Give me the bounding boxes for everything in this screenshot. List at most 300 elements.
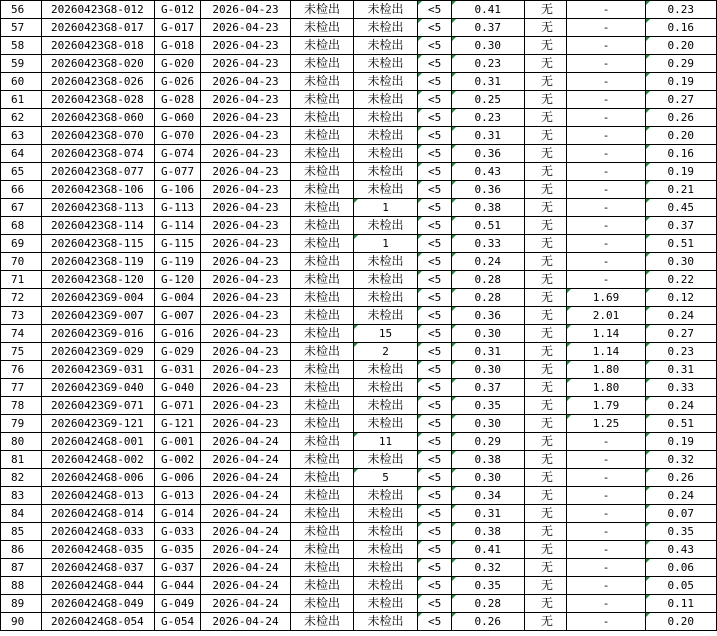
value-g-cell[interactable]: 0.27 <box>646 325 717 343</box>
result-e-cell[interactable]: 无 <box>525 1 567 19</box>
limit-cell[interactable]: <5 <box>418 451 452 469</box>
value-f-cell[interactable]: - <box>567 127 646 145</box>
value-d-cell[interactable]: 0.30 <box>452 325 525 343</box>
result-e-cell[interactable]: 无 <box>525 433 567 451</box>
limit-cell[interactable]: <5 <box>418 613 452 631</box>
row-number-cell[interactable]: 81 <box>1 451 42 469</box>
row-number-cell[interactable]: 85 <box>1 523 42 541</box>
result-b-cell[interactable]: 未检出 <box>354 541 418 559</box>
result-e-cell[interactable]: 无 <box>525 595 567 613</box>
date-cell[interactable]: 2026-04-23 <box>201 307 291 325</box>
value-d-cell[interactable]: 0.38 <box>452 199 525 217</box>
limit-cell[interactable]: <5 <box>418 541 452 559</box>
result-a-cell[interactable]: 未检出 <box>291 163 354 181</box>
result-e-cell[interactable]: 无 <box>525 559 567 577</box>
row-number-cell[interactable]: 56 <box>1 1 42 19</box>
value-d-cell[interactable]: 0.38 <box>452 523 525 541</box>
g-code-cell[interactable]: G-029 <box>155 343 201 361</box>
g-code-cell[interactable]: G-033 <box>155 523 201 541</box>
result-b-cell[interactable]: 未检出 <box>354 181 418 199</box>
result-e-cell[interactable]: 无 <box>525 91 567 109</box>
value-g-cell[interactable]: 0.37 <box>646 217 717 235</box>
g-code-cell[interactable]: G-074 <box>155 145 201 163</box>
sample-code-cell[interactable]: 20260423G8-115 <box>42 235 155 253</box>
limit-cell[interactable]: <5 <box>418 19 452 37</box>
result-a-cell[interactable]: 未检出 <box>291 415 354 433</box>
result-a-cell[interactable]: 未检出 <box>291 127 354 145</box>
result-e-cell[interactable]: 无 <box>525 127 567 145</box>
g-code-cell[interactable]: G-012 <box>155 1 201 19</box>
limit-cell[interactable]: <5 <box>418 217 452 235</box>
value-g-cell[interactable]: 0.11 <box>646 595 717 613</box>
value-f-cell[interactable]: - <box>567 55 646 73</box>
date-cell[interactable]: 2026-04-23 <box>201 181 291 199</box>
value-g-cell[interactable]: 0.19 <box>646 163 717 181</box>
limit-cell[interactable]: <5 <box>418 109 452 127</box>
sample-code-cell[interactable]: 20260423G8-026 <box>42 73 155 91</box>
value-g-cell[interactable]: 0.33 <box>646 379 717 397</box>
result-e-cell[interactable]: 无 <box>525 253 567 271</box>
date-cell[interactable]: 2026-04-24 <box>201 613 291 631</box>
limit-cell[interactable]: <5 <box>418 415 452 433</box>
date-cell[interactable]: 2026-04-23 <box>201 289 291 307</box>
value-g-cell[interactable]: 0.32 <box>646 451 717 469</box>
row-number-cell[interactable]: 57 <box>1 19 42 37</box>
value-f-cell[interactable]: - <box>567 577 646 595</box>
date-cell[interactable]: 2026-04-23 <box>201 199 291 217</box>
limit-cell[interactable]: <5 <box>418 307 452 325</box>
result-e-cell[interactable]: 无 <box>525 451 567 469</box>
limit-cell[interactable]: <5 <box>418 379 452 397</box>
value-d-cell[interactable]: 0.28 <box>452 271 525 289</box>
date-cell[interactable]: 2026-04-23 <box>201 73 291 91</box>
value-f-cell[interactable]: 1.25 <box>567 415 646 433</box>
date-cell[interactable]: 2026-04-24 <box>201 505 291 523</box>
sample-code-cell[interactable]: 20260424G8-044 <box>42 577 155 595</box>
limit-cell[interactable]: <5 <box>418 361 452 379</box>
g-code-cell[interactable]: G-020 <box>155 55 201 73</box>
sample-code-cell[interactable]: 20260423G8-017 <box>42 19 155 37</box>
value-d-cell[interactable]: 0.31 <box>452 127 525 145</box>
row-number-cell[interactable]: 65 <box>1 163 42 181</box>
result-e-cell[interactable]: 无 <box>525 199 567 217</box>
row-number-cell[interactable]: 58 <box>1 37 42 55</box>
result-b-cell[interactable]: 未检出 <box>354 289 418 307</box>
value-d-cell[interactable]: 0.26 <box>452 613 525 631</box>
value-f-cell[interactable]: - <box>567 271 646 289</box>
g-code-cell[interactable]: G-004 <box>155 289 201 307</box>
limit-cell[interactable]: <5 <box>418 325 452 343</box>
value-g-cell[interactable]: 0.07 <box>646 505 717 523</box>
sample-code-cell[interactable]: 20260423G8-106 <box>42 181 155 199</box>
sample-code-cell[interactable]: 20260423G9-007 <box>42 307 155 325</box>
result-b-cell[interactable]: 未检出 <box>354 253 418 271</box>
date-cell[interactable]: 2026-04-23 <box>201 271 291 289</box>
date-cell[interactable]: 2026-04-24 <box>201 451 291 469</box>
value-g-cell[interactable]: 0.23 <box>646 1 717 19</box>
value-d-cell[interactable]: 0.30 <box>452 415 525 433</box>
result-a-cell[interactable]: 未检出 <box>291 37 354 55</box>
g-code-cell[interactable]: G-054 <box>155 613 201 631</box>
limit-cell[interactable]: <5 <box>418 235 452 253</box>
sample-code-cell[interactable]: 20260424G8-013 <box>42 487 155 505</box>
value-g-cell[interactable]: 0.27 <box>646 91 717 109</box>
result-e-cell[interactable]: 无 <box>525 325 567 343</box>
date-cell[interactable]: 2026-04-24 <box>201 523 291 541</box>
date-cell[interactable]: 2026-04-23 <box>201 109 291 127</box>
limit-cell[interactable]: <5 <box>418 1 452 19</box>
date-cell[interactable]: 2026-04-24 <box>201 541 291 559</box>
result-b-cell[interactable]: 未检出 <box>354 397 418 415</box>
value-d-cell[interactable]: 0.29 <box>452 433 525 451</box>
g-code-cell[interactable]: G-121 <box>155 415 201 433</box>
date-cell[interactable]: 2026-04-23 <box>201 361 291 379</box>
row-number-cell[interactable]: 76 <box>1 361 42 379</box>
result-e-cell[interactable]: 无 <box>525 307 567 325</box>
limit-cell[interactable]: <5 <box>418 181 452 199</box>
sample-code-cell[interactable]: 20260423G8-020 <box>42 55 155 73</box>
value-f-cell[interactable]: - <box>567 109 646 127</box>
row-number-cell[interactable]: 72 <box>1 289 42 307</box>
value-g-cell[interactable]: 0.06 <box>646 559 717 577</box>
result-b-cell[interactable]: 未检出 <box>354 109 418 127</box>
limit-cell[interactable]: <5 <box>418 163 452 181</box>
result-b-cell[interactable]: 未检出 <box>354 91 418 109</box>
value-d-cell[interactable]: 0.37 <box>452 19 525 37</box>
result-e-cell[interactable]: 无 <box>525 343 567 361</box>
result-b-cell[interactable]: 未检出 <box>354 577 418 595</box>
value-f-cell[interactable]: - <box>567 253 646 271</box>
sample-code-cell[interactable]: 20260423G9-031 <box>42 361 155 379</box>
value-g-cell[interactable]: 0.20 <box>646 127 717 145</box>
row-number-cell[interactable]: 79 <box>1 415 42 433</box>
value-d-cell[interactable]: 0.41 <box>452 541 525 559</box>
sample-code-cell[interactable]: 20260423G8-012 <box>42 1 155 19</box>
g-code-cell[interactable]: G-071 <box>155 397 201 415</box>
value-d-cell[interactable]: 0.25 <box>452 91 525 109</box>
date-cell[interactable]: 2026-04-24 <box>201 595 291 613</box>
value-g-cell[interactable]: 0.16 <box>646 19 717 37</box>
g-code-cell[interactable]: G-006 <box>155 469 201 487</box>
g-code-cell[interactable]: G-070 <box>155 127 201 145</box>
g-code-cell[interactable]: G-040 <box>155 379 201 397</box>
result-b-cell[interactable]: 未检出 <box>354 55 418 73</box>
result-a-cell[interactable]: 未检出 <box>291 487 354 505</box>
date-cell[interactable]: 2026-04-23 <box>201 127 291 145</box>
value-g-cell[interactable]: 0.20 <box>646 37 717 55</box>
date-cell[interactable]: 2026-04-23 <box>201 55 291 73</box>
g-code-cell[interactable]: G-001 <box>155 433 201 451</box>
result-b-cell[interactable]: 未检出 <box>354 127 418 145</box>
value-d-cell[interactable]: 0.23 <box>452 109 525 127</box>
date-cell[interactable]: 2026-04-24 <box>201 487 291 505</box>
g-code-cell[interactable]: G-077 <box>155 163 201 181</box>
value-f-cell[interactable]: 1.14 <box>567 343 646 361</box>
g-code-cell[interactable]: G-119 <box>155 253 201 271</box>
result-a-cell[interactable]: 未检出 <box>291 613 354 631</box>
row-number-cell[interactable]: 83 <box>1 487 42 505</box>
value-f-cell[interactable]: 1.69 <box>567 289 646 307</box>
value-d-cell[interactable]: 0.51 <box>452 217 525 235</box>
value-f-cell[interactable]: - <box>567 433 646 451</box>
g-code-cell[interactable]: G-002 <box>155 451 201 469</box>
g-code-cell[interactable]: G-007 <box>155 307 201 325</box>
value-f-cell[interactable]: - <box>567 235 646 253</box>
result-b-cell[interactable]: 未检出 <box>354 379 418 397</box>
result-a-cell[interactable]: 未检出 <box>291 361 354 379</box>
sample-code-cell[interactable]: 20260424G8-037 <box>42 559 155 577</box>
result-e-cell[interactable]: 无 <box>525 163 567 181</box>
result-b-cell[interactable]: 15 <box>354 325 418 343</box>
result-e-cell[interactable]: 无 <box>525 523 567 541</box>
result-b-cell[interactable]: 11 <box>354 433 418 451</box>
value-d-cell[interactable]: 0.36 <box>452 145 525 163</box>
result-b-cell[interactable]: 1 <box>354 199 418 217</box>
result-b-cell[interactable]: 未检出 <box>354 73 418 91</box>
result-e-cell[interactable]: 无 <box>525 505 567 523</box>
sample-code-cell[interactable]: 20260423G9-071 <box>42 397 155 415</box>
limit-cell[interactable]: <5 <box>418 433 452 451</box>
limit-cell[interactable]: <5 <box>418 199 452 217</box>
sample-code-cell[interactable]: 20260424G8-014 <box>42 505 155 523</box>
value-f-cell[interactable]: - <box>567 37 646 55</box>
limit-cell[interactable]: <5 <box>418 487 452 505</box>
sample-code-cell[interactable]: 20260423G9-016 <box>42 325 155 343</box>
result-b-cell[interactable]: 未检出 <box>354 595 418 613</box>
value-d-cell[interactable]: 0.35 <box>452 577 525 595</box>
row-number-cell[interactable]: 78 <box>1 397 42 415</box>
date-cell[interactable]: 2026-04-23 <box>201 91 291 109</box>
row-number-cell[interactable]: 66 <box>1 181 42 199</box>
value-g-cell[interactable]: 0.24 <box>646 397 717 415</box>
value-g-cell[interactable]: 0.23 <box>646 343 717 361</box>
value-f-cell[interactable]: - <box>567 91 646 109</box>
row-number-cell[interactable]: 90 <box>1 613 42 631</box>
limit-cell[interactable]: <5 <box>418 505 452 523</box>
result-a-cell[interactable]: 未检出 <box>291 271 354 289</box>
sample-code-cell[interactable]: 20260423G8-113 <box>42 199 155 217</box>
result-e-cell[interactable]: 无 <box>525 19 567 37</box>
result-b-cell[interactable]: 未检出 <box>354 217 418 235</box>
value-f-cell[interactable]: - <box>567 595 646 613</box>
row-number-cell[interactable]: 84 <box>1 505 42 523</box>
g-code-cell[interactable]: G-060 <box>155 109 201 127</box>
sample-code-cell[interactable]: 20260424G8-006 <box>42 469 155 487</box>
value-f-cell[interactable]: - <box>567 469 646 487</box>
result-a-cell[interactable]: 未检出 <box>291 1 354 19</box>
value-f-cell[interactable]: - <box>567 181 646 199</box>
value-d-cell[interactable]: 0.36 <box>452 181 525 199</box>
value-f-cell[interactable]: - <box>567 541 646 559</box>
sample-code-cell[interactable]: 20260424G8-002 <box>42 451 155 469</box>
result-a-cell[interactable]: 未检出 <box>291 289 354 307</box>
g-code-cell[interactable]: G-037 <box>155 559 201 577</box>
value-d-cell[interactable]: 0.31 <box>452 505 525 523</box>
g-code-cell[interactable]: G-028 <box>155 91 201 109</box>
value-g-cell[interactable]: 0.43 <box>646 541 717 559</box>
limit-cell[interactable]: <5 <box>418 253 452 271</box>
value-d-cell[interactable]: 0.28 <box>452 289 525 307</box>
date-cell[interactable]: 2026-04-23 <box>201 343 291 361</box>
row-number-cell[interactable]: 60 <box>1 73 42 91</box>
date-cell[interactable]: 2026-04-23 <box>201 1 291 19</box>
row-number-cell[interactable]: 87 <box>1 559 42 577</box>
value-g-cell[interactable]: 0.05 <box>646 577 717 595</box>
result-b-cell[interactable]: 未检出 <box>354 1 418 19</box>
date-cell[interactable]: 2026-04-23 <box>201 397 291 415</box>
value-f-cell[interactable]: 1.80 <box>567 379 646 397</box>
row-number-cell[interactable]: 64 <box>1 145 42 163</box>
result-e-cell[interactable]: 无 <box>525 145 567 163</box>
value-f-cell[interactable]: 1.80 <box>567 361 646 379</box>
sample-code-cell[interactable]: 20260423G9-121 <box>42 415 155 433</box>
value-d-cell[interactable]: 0.23 <box>452 55 525 73</box>
result-b-cell[interactable]: 未检出 <box>354 37 418 55</box>
result-b-cell[interactable]: 未检出 <box>354 451 418 469</box>
value-f-cell[interactable]: - <box>567 505 646 523</box>
sample-code-cell[interactable]: 20260424G8-001 <box>42 433 155 451</box>
value-g-cell[interactable]: 0.35 <box>646 523 717 541</box>
result-a-cell[interactable]: 未检出 <box>291 217 354 235</box>
g-code-cell[interactable]: G-031 <box>155 361 201 379</box>
limit-cell[interactable]: <5 <box>418 397 452 415</box>
value-d-cell[interactable]: 0.34 <box>452 487 525 505</box>
g-code-cell[interactable]: G-018 <box>155 37 201 55</box>
result-a-cell[interactable]: 未检出 <box>291 19 354 37</box>
g-code-cell[interactable]: G-044 <box>155 577 201 595</box>
limit-cell[interactable]: <5 <box>418 577 452 595</box>
result-e-cell[interactable]: 无 <box>525 487 567 505</box>
row-number-cell[interactable]: 88 <box>1 577 42 595</box>
result-e-cell[interactable]: 无 <box>525 289 567 307</box>
limit-cell[interactable]: <5 <box>418 91 452 109</box>
value-g-cell[interactable]: 0.45 <box>646 199 717 217</box>
value-g-cell[interactable]: 0.29 <box>646 55 717 73</box>
value-d-cell[interactable]: 0.35 <box>452 397 525 415</box>
sample-code-cell[interactable]: 20260423G9-040 <box>42 379 155 397</box>
value-d-cell[interactable]: 0.36 <box>452 307 525 325</box>
g-code-cell[interactable]: G-114 <box>155 217 201 235</box>
sample-code-cell[interactable]: 20260424G8-035 <box>42 541 155 559</box>
g-code-cell[interactable]: G-106 <box>155 181 201 199</box>
result-b-cell[interactable]: 未检出 <box>354 559 418 577</box>
row-number-cell[interactable]: 73 <box>1 307 42 325</box>
value-d-cell[interactable]: 0.31 <box>452 73 525 91</box>
g-code-cell[interactable]: G-120 <box>155 271 201 289</box>
value-d-cell[interactable]: 0.43 <box>452 163 525 181</box>
sample-code-cell[interactable]: 20260423G8-060 <box>42 109 155 127</box>
result-b-cell[interactable]: 未检出 <box>354 487 418 505</box>
value-f-cell[interactable]: - <box>567 217 646 235</box>
result-b-cell[interactable]: 未检出 <box>354 415 418 433</box>
result-e-cell[interactable]: 无 <box>525 37 567 55</box>
row-number-cell[interactable]: 70 <box>1 253 42 271</box>
g-code-cell[interactable]: G-026 <box>155 73 201 91</box>
value-f-cell[interactable]: - <box>567 19 646 37</box>
limit-cell[interactable]: <5 <box>418 343 452 361</box>
row-number-cell[interactable]: 82 <box>1 469 42 487</box>
result-a-cell[interactable]: 未检出 <box>291 307 354 325</box>
result-b-cell[interactable]: 1 <box>354 235 418 253</box>
value-g-cell[interactable]: 0.21 <box>646 181 717 199</box>
date-cell[interactable]: 2026-04-23 <box>201 415 291 433</box>
result-a-cell[interactable]: 未检出 <box>291 73 354 91</box>
result-a-cell[interactable]: 未检出 <box>291 541 354 559</box>
result-b-cell[interactable]: 未检出 <box>354 271 418 289</box>
sample-code-cell[interactable]: 20260423G8-074 <box>42 145 155 163</box>
value-f-cell[interactable]: 1.79 <box>567 397 646 415</box>
date-cell[interactable]: 2026-04-24 <box>201 559 291 577</box>
result-b-cell[interactable]: 未检出 <box>354 19 418 37</box>
value-f-cell[interactable]: - <box>567 559 646 577</box>
value-f-cell[interactable]: - <box>567 163 646 181</box>
date-cell[interactable]: 2026-04-24 <box>201 577 291 595</box>
result-b-cell[interactable]: 未检出 <box>354 505 418 523</box>
result-b-cell[interactable]: 未检出 <box>354 145 418 163</box>
row-number-cell[interactable]: 71 <box>1 271 42 289</box>
row-number-cell[interactable]: 89 <box>1 595 42 613</box>
row-number-cell[interactable]: 80 <box>1 433 42 451</box>
result-b-cell[interactable]: 未检出 <box>354 613 418 631</box>
value-f-cell[interactable]: - <box>567 1 646 19</box>
result-b-cell[interactable]: 未检出 <box>354 361 418 379</box>
result-a-cell[interactable]: 未检出 <box>291 559 354 577</box>
value-f-cell[interactable]: - <box>567 73 646 91</box>
value-g-cell[interactable]: 0.51 <box>646 235 717 253</box>
date-cell[interactable]: 2026-04-24 <box>201 469 291 487</box>
result-e-cell[interactable]: 无 <box>525 613 567 631</box>
value-d-cell[interactable]: 0.33 <box>452 235 525 253</box>
sample-code-cell[interactable]: 20260423G8-070 <box>42 127 155 145</box>
g-code-cell[interactable]: G-013 <box>155 487 201 505</box>
result-e-cell[interactable]: 无 <box>525 181 567 199</box>
value-f-cell[interactable]: 2.01 <box>567 307 646 325</box>
value-d-cell[interactable]: 0.32 <box>452 559 525 577</box>
value-d-cell[interactable]: 0.38 <box>452 451 525 469</box>
value-f-cell[interactable]: 1.14 <box>567 325 646 343</box>
result-b-cell[interactable]: 5 <box>354 469 418 487</box>
result-a-cell[interactable]: 未检出 <box>291 235 354 253</box>
result-a-cell[interactable]: 未检出 <box>291 145 354 163</box>
result-e-cell[interactable]: 无 <box>525 415 567 433</box>
g-code-cell[interactable]: G-115 <box>155 235 201 253</box>
result-b-cell[interactable]: 未检出 <box>354 163 418 181</box>
limit-cell[interactable]: <5 <box>418 271 452 289</box>
g-code-cell[interactable]: G-014 <box>155 505 201 523</box>
result-a-cell[interactable]: 未检出 <box>291 253 354 271</box>
result-e-cell[interactable]: 无 <box>525 217 567 235</box>
result-e-cell[interactable]: 无 <box>525 109 567 127</box>
value-g-cell[interactable]: 0.24 <box>646 307 717 325</box>
limit-cell[interactable]: <5 <box>418 559 452 577</box>
date-cell[interactable]: 2026-04-23 <box>201 379 291 397</box>
value-d-cell[interactable]: 0.30 <box>452 361 525 379</box>
date-cell[interactable]: 2026-04-23 <box>201 37 291 55</box>
value-f-cell[interactable]: - <box>567 523 646 541</box>
value-d-cell[interactable]: 0.31 <box>452 343 525 361</box>
sample-code-cell[interactable]: 20260423G9-029 <box>42 343 155 361</box>
result-a-cell[interactable]: 未检出 <box>291 505 354 523</box>
sample-code-cell[interactable]: 20260424G8-049 <box>42 595 155 613</box>
value-g-cell[interactable]: 0.26 <box>646 109 717 127</box>
limit-cell[interactable]: <5 <box>418 145 452 163</box>
sample-code-cell[interactable]: 20260424G8-054 <box>42 613 155 631</box>
row-number-cell[interactable]: 62 <box>1 109 42 127</box>
sample-code-cell[interactable]: 20260423G8-028 <box>42 91 155 109</box>
value-g-cell[interactable]: 0.19 <box>646 73 717 91</box>
row-number-cell[interactable]: 74 <box>1 325 42 343</box>
value-g-cell[interactable]: 0.20 <box>646 613 717 631</box>
